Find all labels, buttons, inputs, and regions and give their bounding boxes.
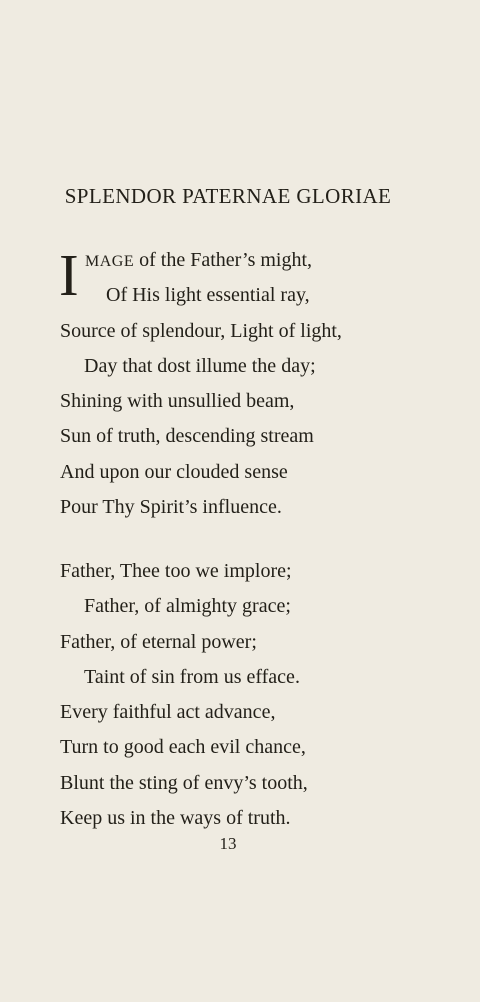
first-word-small-caps: MAGE [85,253,135,270]
verse-line-15: Blunt the sting of envy’s tooth, [60,771,308,794]
verse-line-3: Source of splendour, Light of light, [60,319,342,342]
stanza-1 [59,242,460,527]
verse-line-4: Day that dost illume the day; [84,354,316,377]
verse-line-14: Turn to good each evil chance, [60,736,306,759]
verse-line-13: Every faithful act advance, [60,701,276,724]
verse-line-2: Of His light essential ray, [106,284,310,307]
verse-line-9: Father, Thee too we implore; [60,560,292,582]
verse-line-1 [60,245,460,280]
verse-line-8: Pour Thy Spirit’s influence. [60,496,282,519]
verse-line-7: And upon our clouded sense [60,460,288,483]
verse-line-1-rest: of the Father’s might, [134,249,313,271]
verse-line-16: Keep us in the ways of truth. [60,807,291,830]
verse-line-10: Father, of almighty grace; [84,595,291,618]
verse-line-6: Sun of truth, descending stream [60,425,314,448]
drop-cap: I [59,242,79,308]
stanza-2 [60,556,460,838]
poem-title: SPLENDOR PATERNAE GLORIAE [64,184,392,208]
verse-line-12: Taint of sin from us efface. [84,665,300,688]
verse-line-5: Shining with unsullied beam, [60,390,295,413]
page-number: 13 [219,834,237,853]
verse-line-11: Father, of eternal power; [60,630,257,653]
